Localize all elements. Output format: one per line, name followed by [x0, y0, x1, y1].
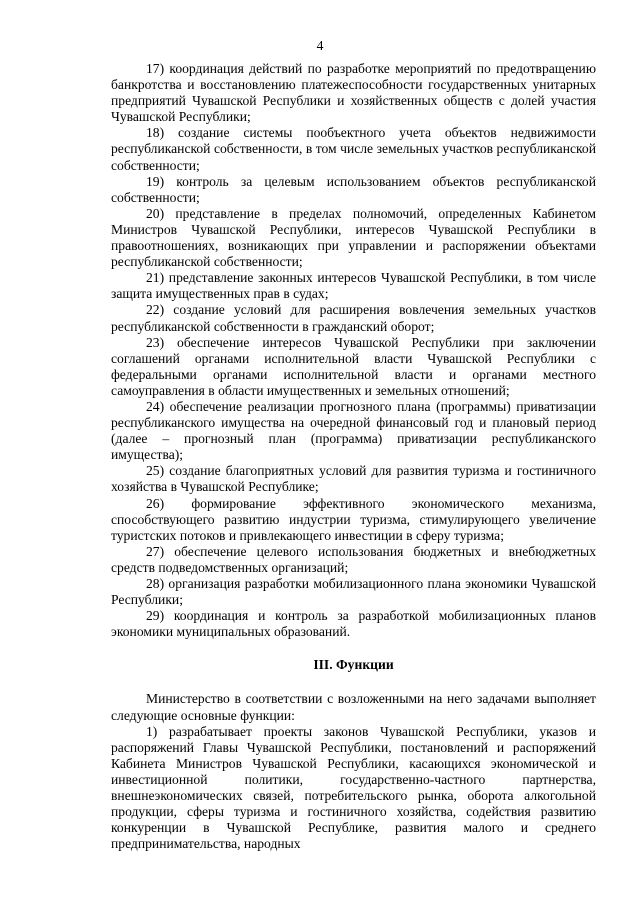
- list-item-27: 27) обеспечение целевого использования бюджетных и внебюджетных средств подведомственных организаций;: [111, 543, 596, 575]
- list-item-17: 17) координация действий по разработке мероприятий по предотвращению банкротства и восстановлению платежеспособности государственных унитарных предприятий Чувашской Республики и хозяйственных обществ с долей участия Чувашской Республики;: [111, 61, 596, 125]
- list-item-22: 22) создание условий для расширения вовлечения земельных участков республиканской собственности в гражданский оборот;: [111, 302, 596, 334]
- document-body: [111, 61, 596, 852]
- functions-intro: Министерство в соответствии с возложенными на него задачами выполняет следующие основные функции:: [111, 691, 596, 723]
- list-item-24: 24) обеспечение реализации прогнозного плана (программы) приватизации республиканского имущества на очередной финансовый год и плановый период (далее – прогнозный план (программа) приватизации республиканского имущества);: [111, 398, 596, 463]
- function-item-1: 1) разрабатывает проекты законов Чувашской Республики, указов и распоряжений Главы Чувашской Республики, постановлений и распоряжений Кабинета Министров Чувашской Республики, касающихся экономической и инвестиционной политики, государственно-частного партнерства, внешнеэкономических связей, потребительского рынка, оборота алкогольной продукции, сферы туризма и гостиничного хозяйства, содействия развитию конкуренции в Чувашской Республике, развития малого и среднего предпринимательства, народных: [111, 723, 596, 852]
- page-number: 4: [316, 38, 324, 53]
- section-heading: III. Функции: [313, 657, 394, 673]
- list-item-21: 21) представление законных интересов Чувашской Республики, в том числе защита имущественных прав в судах;: [111, 270, 596, 302]
- list-item-25: 25) создание благоприятных условий для развития туризма и гостиничного хозяйства в Чувашской Республике;: [111, 463, 596, 495]
- list-item-26: 26) формирование эффективного экономического механизма, способствующего развитию индустрии туризма, стимулирующего увеличение туристских потоков и привлекающего инвестиции в сферу туризма;: [111, 495, 596, 543]
- list-item-23: 23) обеспечение интересов Чувашской Республики при заключении соглашений органами исполнительной власти Чувашской Республики с федеральными органами исполнительной власти и органами местного самоуправления в области имущественных и земельных отношений;: [111, 334, 596, 398]
- list-item-28: 28) организация разработки мобилизационного плана экономики Чувашской Республики;: [111, 576, 596, 608]
- list-item-29: 29) координация и контроль за разработкой мобилизационных планов экономики муниципальных образований.: [111, 608, 596, 640]
- list-item-19: 19) контроль за целевым использованием объектов республиканской собственности;: [111, 173, 596, 205]
- list-item-20: 20) представление в пределах полномочий, определенных Кабинетом Министров Чувашской Республики, интересов Чувашской Республики в правоотношениях, возникающих при управлении и распоряжении объектами республиканской собственности;: [111, 205, 596, 270]
- list-item-18: 18) создание системы пообъектного учета объектов недвижимости республиканской собственности, в том числе земельных участков республиканской собственности;: [111, 125, 596, 173]
